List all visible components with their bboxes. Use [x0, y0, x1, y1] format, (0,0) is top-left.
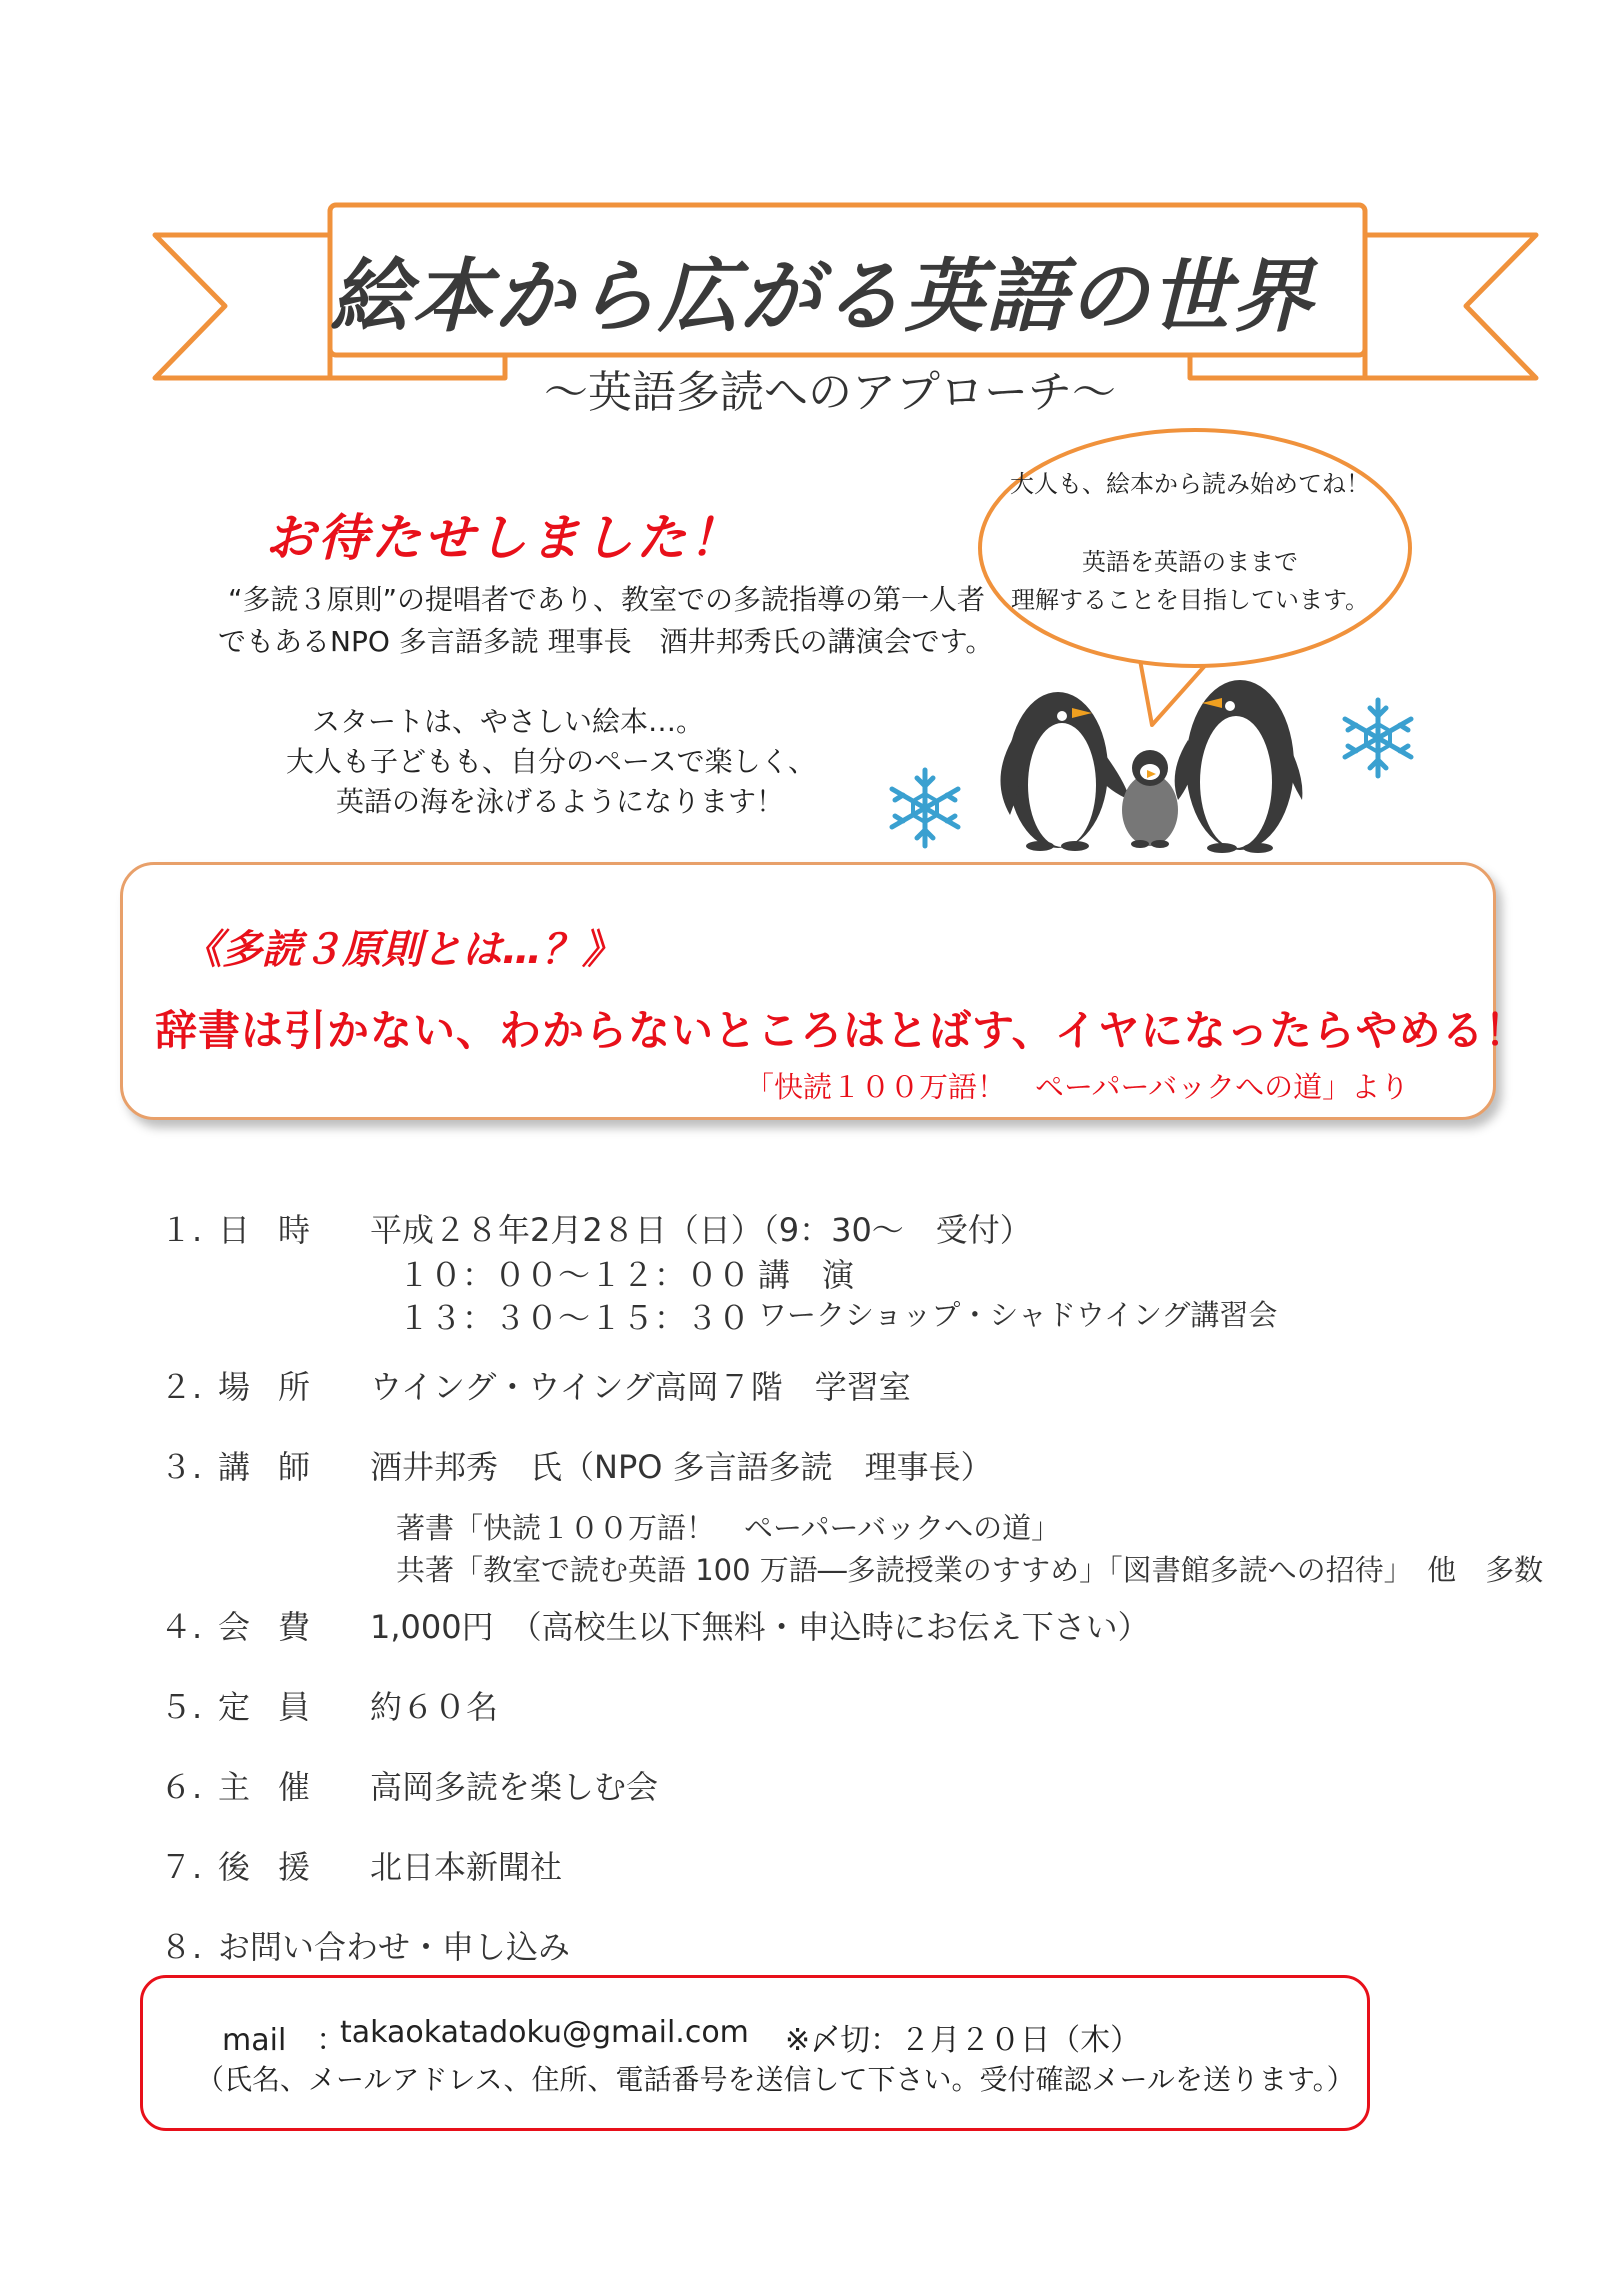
page-subtitle: ～英語多読へのアプローチ～: [544, 367, 1116, 418]
detail-number: １.: [160, 1211, 203, 1249]
ribbon-left-tail: [155, 235, 340, 378]
detail-inquiry-row: [0, 1922, 1621, 1966]
bubble-line-2: 英語を英語のままで: [1082, 548, 1298, 576]
detail-label: 講師: [218, 1448, 339, 1486]
schedule-time-2: １３：３０～１５：３０: [398, 1299, 751, 1337]
detail-label: 会費: [218, 1608, 339, 1646]
detail-number: ７.: [160, 1848, 203, 1886]
contact-deadline: ※〆切：２月２０日（木）: [785, 2023, 1141, 2058]
detail-value: 酒井邦秀 氏（NPO 多言語多読 理事長）: [370, 1448, 993, 1486]
tadoku-source: 「快読１００万語！ ペーパーバックへの道」より: [745, 1070, 1410, 1104]
intro-line-2: でもあるNPO 多言語多読 理事長 酒井邦秀氏の講演会です。: [218, 625, 994, 658]
detail-label: お問い合わせ・申し込み: [218, 1928, 571, 1966]
intro-line-3: スタートは、やさしい絵本…。: [312, 705, 705, 738]
contact-note: （氏名、メールアドレス、住所、電話番号を送信して下さい。受付確認メールを送ります。）: [196, 2063, 1355, 2096]
tadoku-rules: 辞書は引かない、わからないところはとばす、イヤになったらやめる！: [155, 1006, 1528, 1055]
penguin-left-icon: [1000, 692, 1130, 851]
page-title: 絵本から広がる英語の世界: [330, 250, 1314, 343]
detail-number: ２.: [160, 1368, 203, 1406]
schedule-desc-2: ワークショップ・シャドウイング講習会: [758, 1298, 1278, 1332]
bubble-line-3: 理解することを目指しています。: [1010, 586, 1370, 614]
detail-date-row: [0, 1205, 1621, 1249]
detail-lecturer-row: [0, 1442, 1621, 1486]
intro-line-1: “多読３原則”の提唱者であり、教室での多読指導の第一人者: [228, 583, 986, 616]
lecturer-book-1: 著書「快読１００万語！ ペーパーバックへの道」: [396, 1511, 1061, 1545]
detail-number: ６.: [160, 1768, 203, 1806]
detail-capacity-row: [0, 1682, 1621, 1726]
snowflake-icon: [892, 770, 958, 846]
detail-label: 日時: [218, 1211, 339, 1249]
penguin-baby-icon: [1122, 750, 1178, 848]
detail-sponsor-row: [0, 1842, 1621, 1886]
detail-value: 高岡多読を楽しむ会: [370, 1768, 659, 1806]
detail-number: ４.: [160, 1608, 203, 1646]
detail-label: 後援: [218, 1848, 339, 1886]
detail-value: 北日本新聞社: [370, 1848, 563, 1886]
detail-value: 平成２８年2月2８日（日）（9：30～ 受付）: [370, 1211, 1032, 1249]
detail-label: 主催: [218, 1768, 339, 1806]
detail-label: 定員: [218, 1688, 339, 1726]
detail-value: ウイング・ウイング高岡７階 学習室: [370, 1368, 911, 1406]
intro-line-5: 英語の海を泳げるようになります！: [336, 785, 785, 818]
penguin-right-icon: [1175, 680, 1303, 853]
tadoku-heading: 《多読３原則とは…？》: [182, 927, 622, 973]
detail-number: ５.: [160, 1688, 203, 1726]
detail-place-row: [0, 1362, 1621, 1406]
snowflake-icon: [1345, 700, 1411, 776]
ribbon-right-tail: [1350, 235, 1536, 378]
detail-value: 1,000円 （高校生以下無料・申込時にお伝え下さい）: [370, 1608, 1150, 1646]
detail-number: ３.: [160, 1448, 203, 1486]
schedule-desc-1: 講 演: [758, 1256, 855, 1294]
detail-label: 場所: [218, 1368, 339, 1406]
bubble-line-1: 大人も、絵本から読み始めてね！: [1010, 470, 1370, 498]
contact-email-link[interactable]: takaokatadoku@gmail.com: [340, 2015, 749, 2050]
detail-fee-row: [0, 1602, 1621, 1646]
detail-organizer-row: [0, 1762, 1621, 1806]
detail-number: ８.: [160, 1928, 203, 1966]
detail-value: 約６０名: [370, 1688, 499, 1726]
contact-mail-label: mail ：: [222, 2023, 347, 2058]
lecturer-book-2: 共著「教室で読む英語 100 万語―多読授業のすすめ」「図書館多読への招待」 他 多数: [396, 1553, 1544, 1587]
schedule-time-1: １０：００～１２：００: [398, 1256, 751, 1294]
intro-heading: お待たせしました！: [265, 509, 742, 567]
intro-line-4: 大人も子どもも、自分のペースで楽しく、: [286, 745, 817, 778]
